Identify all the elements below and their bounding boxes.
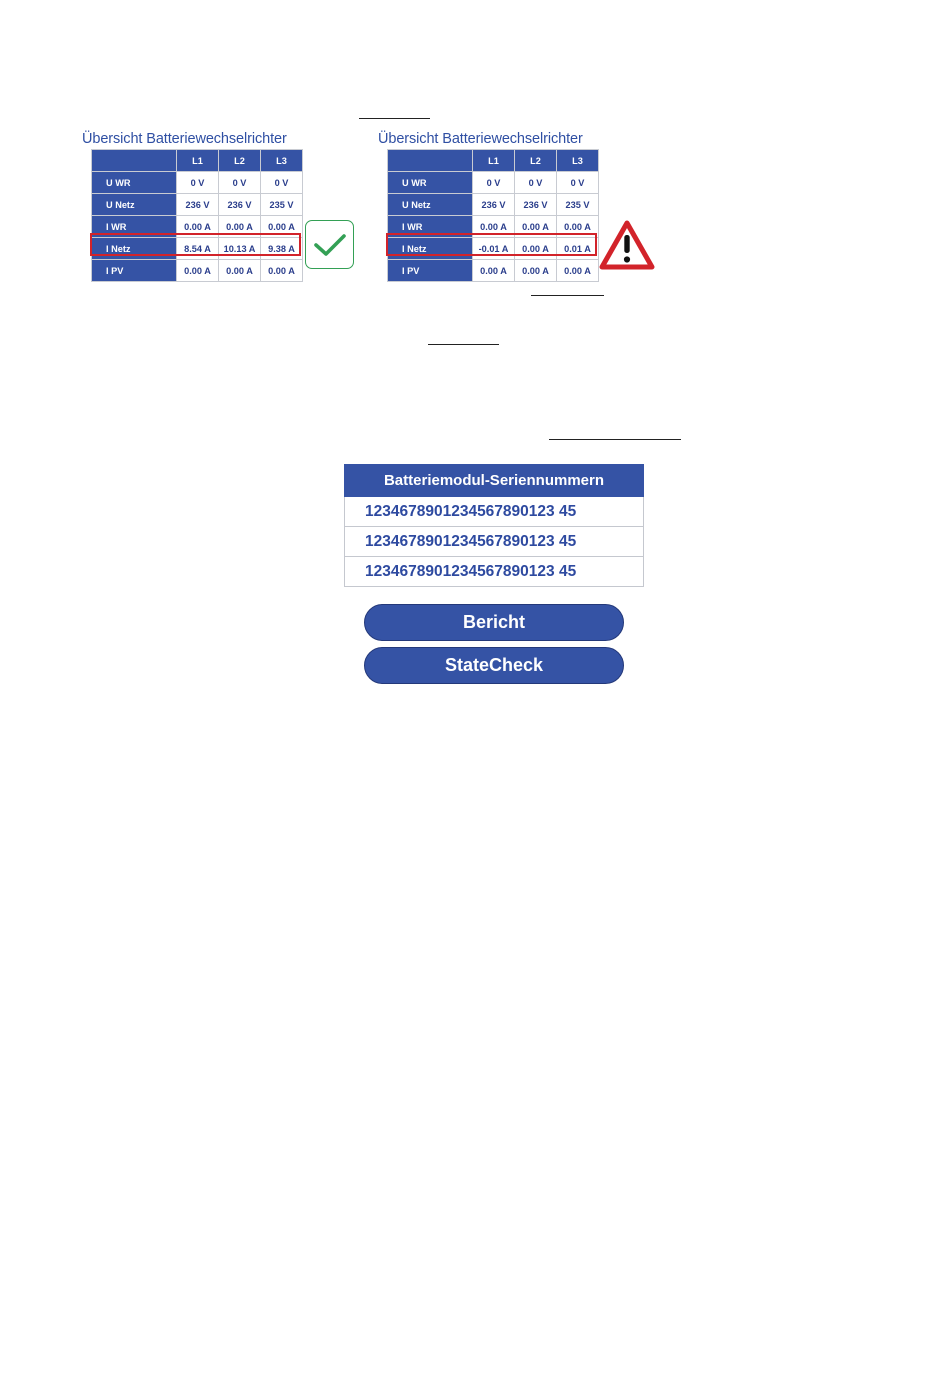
cell-value: 9.38 A [261,238,303,260]
table-header-row [388,150,599,172]
cell-value: 236 V [515,194,557,216]
table-row [92,194,303,216]
serial-number: 1234678901234567890123 45 [345,497,644,527]
underline-mark [549,439,681,440]
cell-value: 0 V [177,172,219,194]
grid-current-highlight [386,233,597,256]
row-label: U Netz [92,194,177,216]
row-label: U WR [92,172,177,194]
statecheck-button[interactable]: StateCheck [364,647,624,684]
column-header: L1 [177,150,219,172]
row-label: U WR [388,172,473,194]
inverter-overview-table [387,149,599,282]
row-label: I WR [388,216,473,238]
table-row [388,172,599,194]
cell-value: 236 V [473,194,515,216]
table-row [388,260,599,282]
cell-value: 0.00 A [261,260,303,282]
serial-number: 1234678901234567890123 45 [345,527,644,557]
cell-value: 0.00 A [515,238,557,260]
row-label: I WR [92,216,177,238]
row-label: U Netz [388,194,473,216]
underline-mark [359,118,430,119]
serial-table-header: Batteriemodul-Seriennummern [345,465,644,497]
serial-number: 1234678901234567890123 45 [345,557,644,587]
table-row [92,172,303,194]
panel-title: Übersicht Batteriewechselrichter [378,131,583,147]
table-row [345,497,644,527]
cell-value: 236 V [219,194,261,216]
cell-value: 0.00 A [557,260,599,282]
column-header: L3 [557,150,599,172]
cell-value: 0 V [515,172,557,194]
column-header [92,150,177,172]
cell-value: 10.13 A [219,238,261,260]
cell-value: 235 V [557,194,599,216]
column-header [388,150,473,172]
underline-mark [428,344,499,345]
cell-value: 0 V [261,172,303,194]
cell-value: 0.00 A [473,216,515,238]
cell-value: 0.00 A [515,216,557,238]
cell-value: 0.00 A [219,260,261,282]
cell-value: 0.00 A [261,216,303,238]
row-label: I Netz [92,238,177,260]
inverter-overview-table [91,149,303,282]
cell-value: 235 V [261,194,303,216]
cell-value: -0.01 A [473,238,515,260]
warning-triangle-icon [598,219,656,271]
cell-value: 0.00 A [177,260,219,282]
table-header-row [345,465,644,497]
cell-value: 0.01 A [557,238,599,260]
row-label: I PV [92,260,177,282]
cell-value: 0.00 A [219,216,261,238]
serial-number-table [344,464,644,587]
table-header-row [92,150,303,172]
check-icon-glyph [313,232,347,258]
cell-value: 0 V [557,172,599,194]
column-header: L2 [515,150,557,172]
check-icon [305,220,354,269]
cell-value: 0.00 A [177,216,219,238]
column-header: L2 [219,150,261,172]
cell-value: 0.00 A [515,260,557,282]
cell-value: 0 V [473,172,515,194]
panel-title: Übersicht Batteriewechselrichter [82,131,287,147]
table-row [388,194,599,216]
cell-value: 8.54 A [177,238,219,260]
cell-value: 236 V [177,194,219,216]
column-header: L3 [261,150,303,172]
cell-value: 0.00 A [473,260,515,282]
underline-mark [531,295,604,296]
table-row [345,557,644,587]
report-button[interactable]: Bericht [364,604,624,641]
grid-current-highlight [90,233,301,256]
column-header: L1 [473,150,515,172]
cell-value: 0 V [219,172,261,194]
table-row [92,260,303,282]
cell-value: 0.00 A [557,216,599,238]
table-row [345,527,644,557]
row-label: I Netz [388,238,473,260]
row-label: I PV [388,260,473,282]
